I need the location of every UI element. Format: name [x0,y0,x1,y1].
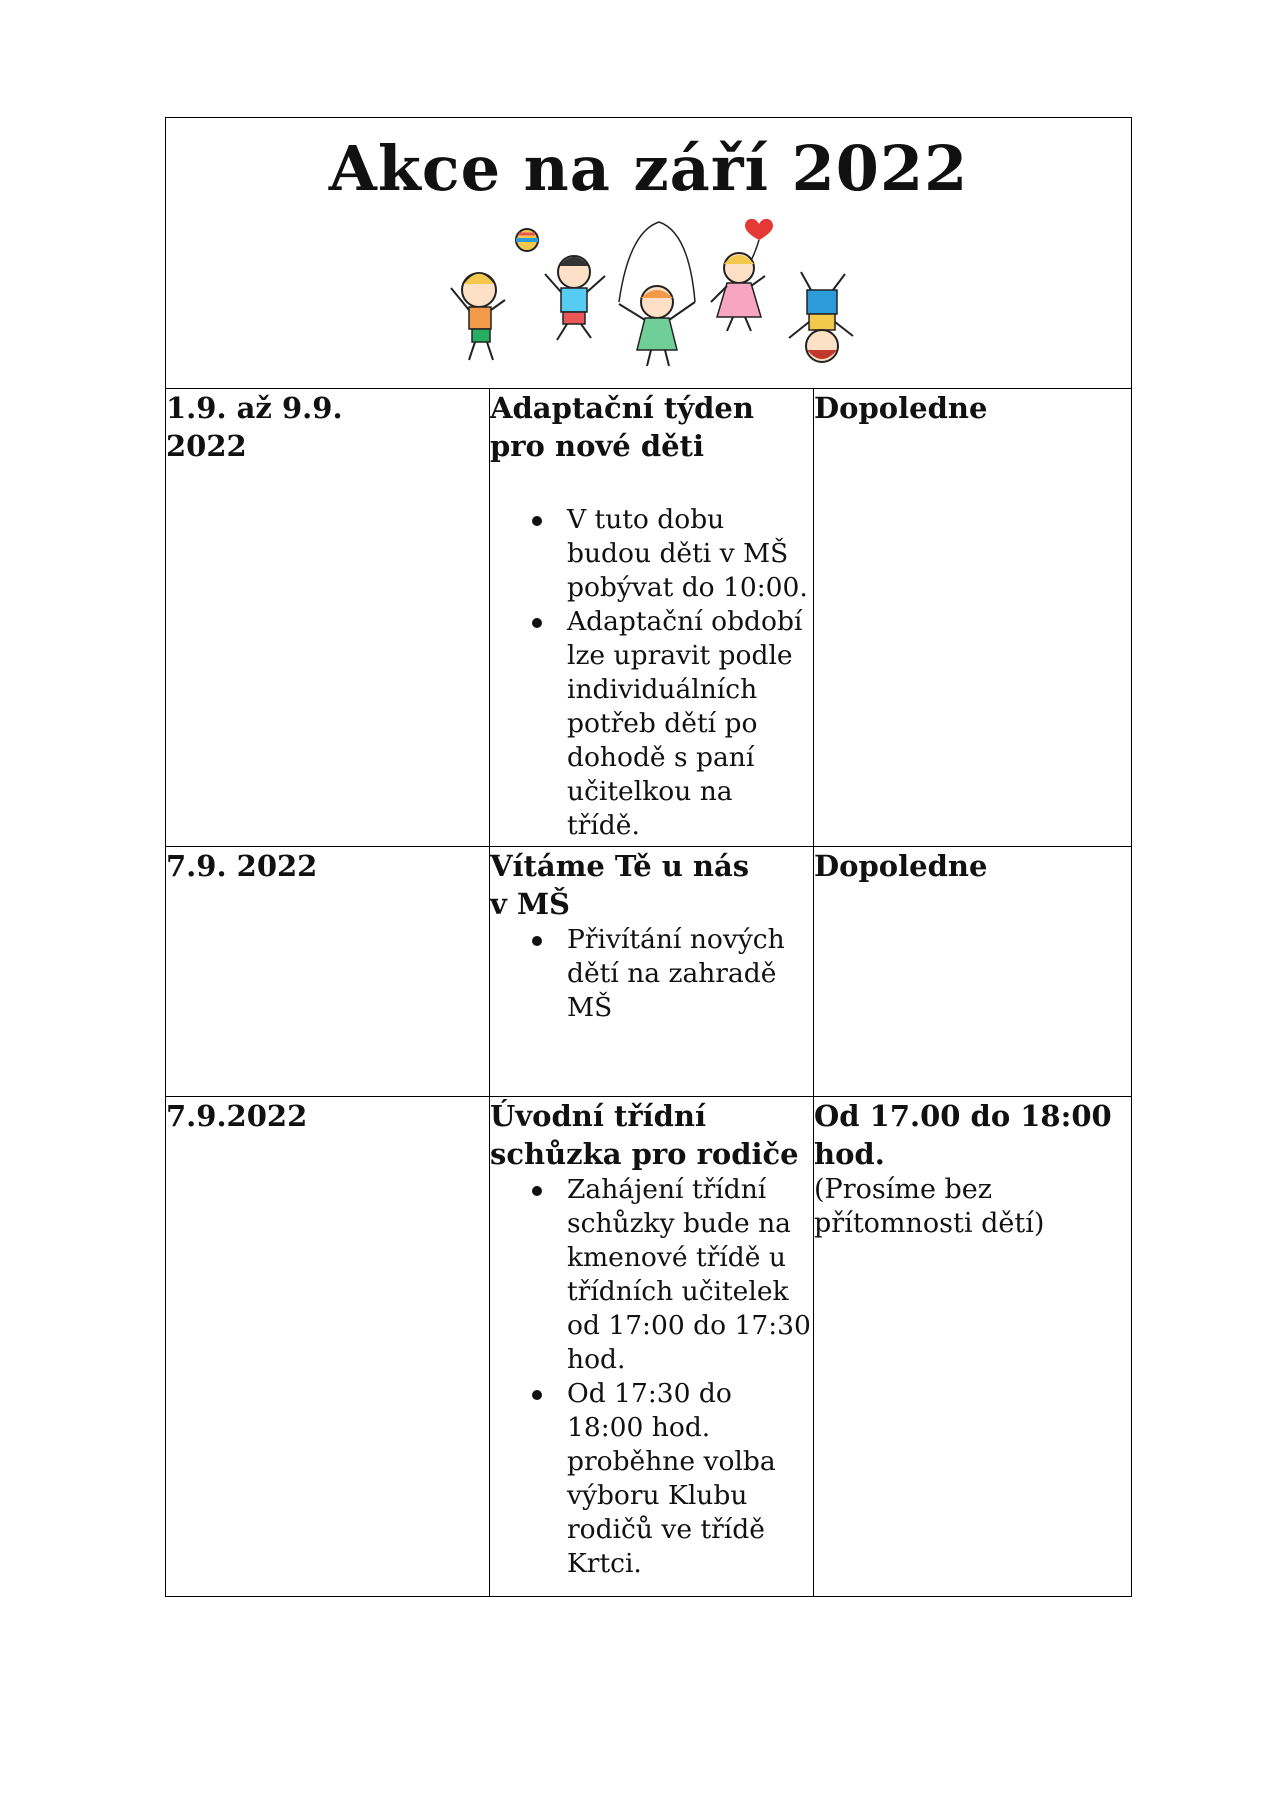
event-bullet-list [490,923,813,1025]
list-item: Přivítání nových dětí na zahradě MŠ [530,923,813,1025]
event-date: 7.9.2022 [166,1099,308,1133]
event-bullet-list [490,503,813,843]
event-title: Úvodní třídní schůzka pro rodiče [490,1099,799,1171]
event-title: Vítáme Tě u nás v MŠ [490,849,750,921]
list-item: Zahájení třídní schůzky bude na kmenové třídě u třídních učitelek od 17:00 do 17:30 hod. [530,1173,813,1377]
event-cell [490,389,814,847]
kid-1-icon [451,273,505,360]
title-cell [166,118,1132,389]
event-cell [490,847,814,1097]
event-row [166,847,1132,1097]
event-row [166,389,1132,847]
event-cell [490,1097,814,1597]
children-illustration [439,210,859,370]
kid-5-icon [789,272,853,362]
kid-3-icon [619,222,695,366]
event-date: 1.9. až 9.9. 2022 [166,391,343,463]
date-cell [166,847,490,1097]
kid-4-icon [711,253,765,331]
events-table [165,117,1132,1597]
list-item: V tuto dobu budou děti v MŠ pobývat do 10:00. [530,503,813,605]
date-cell [166,1097,490,1597]
event-date: 7.9. 2022 [166,849,318,883]
event-time-note: (Prosíme bez přítomnosti dětí) [814,1174,1045,1239]
kid-2-icon [545,256,605,340]
date-cell [166,389,490,847]
event-title: Adaptační týden pro nové děti [490,391,754,463]
event-bullet-list [490,1173,813,1581]
ball-icon [516,229,538,251]
time-cell [814,389,1132,847]
list-item: Adaptační období lze upravit podle individuálních potřeb dětí po dohodě s paní učitelkou na třídě. [530,605,813,843]
page-title: Akce na září 2022 [328,132,969,205]
title-row [166,118,1132,389]
list-item: Od 17:30 do 18:00 hod. proběhne volba výboru Klubu rodičů ve třídě Krtci. [530,1377,813,1581]
event-row [166,1097,1132,1597]
time-cell [814,847,1132,1097]
event-time: Dopoledne [814,391,988,425]
event-time: Dopoledne [814,849,988,883]
event-time: Od 17.00 do 18:00 hod. [814,1099,1112,1171]
time-cell [814,1097,1132,1597]
